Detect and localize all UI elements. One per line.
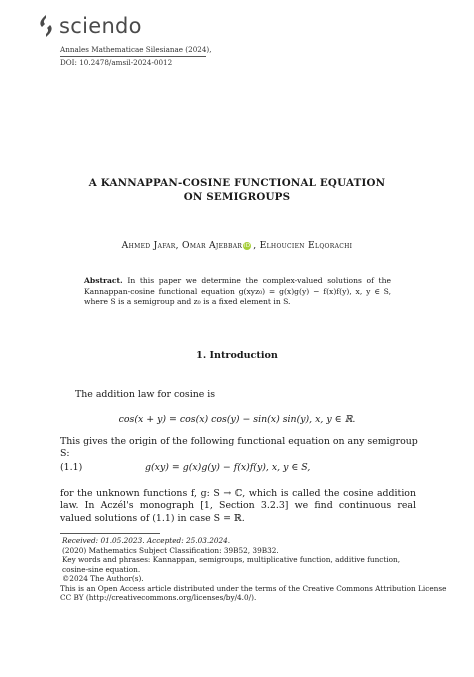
msc-classification: (2020) Mathematics Subject Classification: 39B52, 39B32. xyxy=(62,545,279,555)
publisher-logo xyxy=(36,14,142,38)
title-line-2: ON SEMIGROUPS xyxy=(183,191,291,203)
paper-title xyxy=(0,176,474,204)
paragraph-3: for the unknown functions f, g: S → ℂ, which is called the cosine addition law. In Aczél's monograph [1, Section 3.2.3] we find continuous real valued solutions of (1.1) in case S = ℝ. xyxy=(60,488,416,524)
copyright: ©2024 The Author(s). xyxy=(62,574,144,583)
authors-part-2: , Elhoucien Elqorachi xyxy=(253,240,353,251)
journal-info xyxy=(60,45,212,68)
abstract xyxy=(84,276,391,308)
doi: DOI: 10.2478/amsil-2024-0012 xyxy=(60,58,173,67)
abstract-text: In this paper we determine the complex-valued solutions of the Kannappan-cosine functional equation g(xyz₀) = g(x)g(y) − f(x)f(y), x, y ∈ S, where S is a semigroup and z₀ is a fixed element in S. xyxy=(84,276,391,306)
equation-cosine-law: cos(x + y) = cos(x) cos(y) − sin(x) sin(y), x, y ∈ ℝ. xyxy=(118,414,356,425)
authors-part-1: Ahmed Jafar, Omar Ajebbar xyxy=(121,240,243,251)
license-line-2[interactable]: CC BY (http://creativecommons.org/licenses/by/4.0/). xyxy=(60,593,257,602)
footnotes xyxy=(60,533,447,603)
keywords: Key words and phrases: Kannappan, semigroups, multiplicative function, additive function, cosine-sine equation. xyxy=(62,555,401,574)
paragraph-1: The addition law for cosine is xyxy=(75,389,216,400)
sciendo-logo-icon xyxy=(36,14,56,38)
orcid-icon[interactable]: iD xyxy=(244,243,251,249)
equation-number: (1.1) xyxy=(60,462,83,473)
section-heading: 1. Introduction xyxy=(196,350,278,361)
received-dates: Received: 01.05.2023. Accepted: 25.03.2024. xyxy=(62,536,231,545)
equation-1-1: g(xy) = g(x)g(y) − f(x)f(y), x, y ∈ S, xyxy=(145,462,311,473)
author-list xyxy=(0,240,474,251)
license-line-1: This is an Open Access article distributed under the terms of the Creative Commons Attribution License xyxy=(60,583,447,593)
title-line-1: A KANNAPPAN-COSINE FUNCTIONAL EQUATION xyxy=(88,177,386,189)
footnote-rule xyxy=(60,533,160,534)
brand-name: sciendo xyxy=(59,14,142,38)
journal-name: Annales Mathematicae Silesianae (2024), xyxy=(60,45,212,54)
journal-rule xyxy=(60,56,206,57)
abstract-label: Abstract. xyxy=(84,276,123,285)
paragraph-2: This gives the origin of the following functional equation on any semigroup S: xyxy=(60,436,418,460)
